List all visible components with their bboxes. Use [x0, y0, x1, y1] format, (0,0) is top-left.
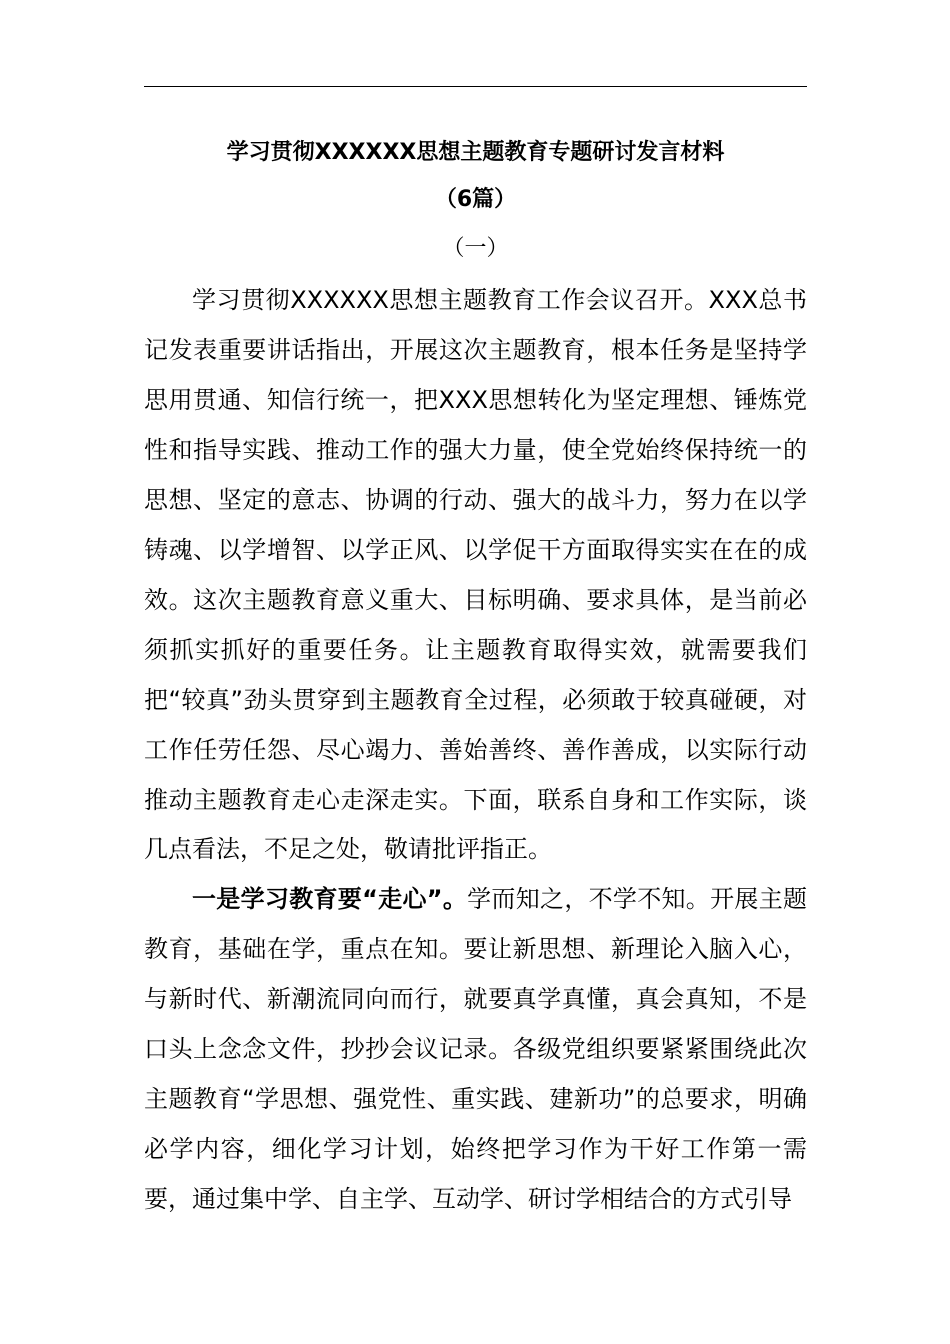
section-number: （一）: [442, 236, 509, 261]
paragraph-text: 学而知之，不学不知。开展主题教育，基础在学，重点在知。要让新思想、新理论入脑入心，与新时代、新潮流同向而行，就要真学真懂，真会真知，不是口头上念念文件，抄抄会议记录。各级党组织要紧紧围绕此次主题教育“学思想、强党性、重实践、建新功”的总要求，明确必学内容，细化学习计划，始终把学习作为干好工作第一需要，通过集中学、自主学、互动学、研讨学相结合的方式引导: [144, 885, 807, 1214]
paragraph-intro: [144, 276, 807, 875]
paragraph-lead: 一是学习教育要“走心”。: [192, 885, 468, 914]
paragraph-text: 学习贯彻XXXXXX思想主题教育工作会议召开。XXX总书记发表重要讲话指出，开展这次主题教育，根本任务是坚持学思用贯通、知信行统一，把XXX思想转化为坚定理想、锤炼党性和指导实践、推动工作的强大力量，使全党始终保持统一的思想、坚定的意志、协调的行动、强大的战斗力，努力在以学铸魂、以学增智、以学正风、以学促干方面取得实实在在的成效。这次主题教育意义重大、目标明确、要求具体，是当前必须抓实抓好的重要任务。让主题教育取得实效，就需要我们把“较真”劲头贯穿到主题教育全过程，必须敢于较真碰硬，对工作任劳任怨、尽心竭力、善始善终、善作善成，以实际行动推动主题教育走心走深走实。下面，联系自身和工作实际，谈几点看法，不足之处，敬请批评指正。: [144, 286, 807, 864]
header-rule: [144, 86, 807, 87]
paragraph-point-one: [144, 875, 807, 1225]
document-body: [144, 128, 807, 1225]
document-count: （6篇）: [434, 187, 517, 212]
document-title: 学习贯彻XXXXXX思想主题教育专题研讨发言材料: [226, 140, 725, 165]
